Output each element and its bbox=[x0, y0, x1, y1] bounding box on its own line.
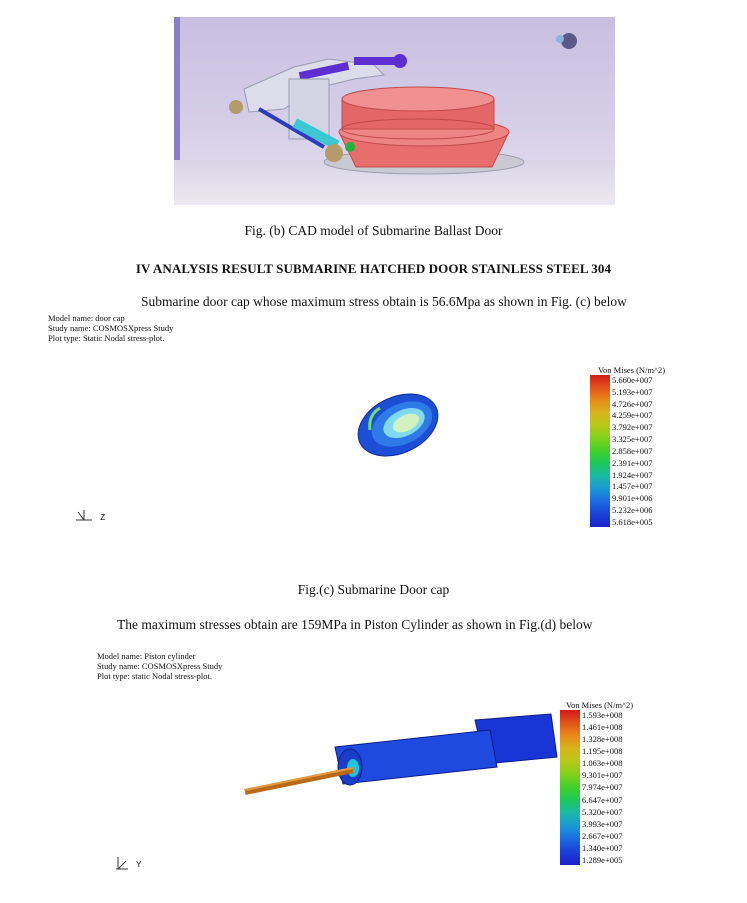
axis-label: Z bbox=[100, 513, 106, 522]
fig-c-legend bbox=[590, 365, 665, 527]
axis-triad-d bbox=[112, 855, 141, 875]
axis-icon bbox=[72, 508, 98, 524]
study-name: Study name: COSMOSXpress Study bbox=[97, 661, 223, 671]
fig-d-meta bbox=[97, 651, 222, 681]
paragraph-piston: The maximum stresses obtain are 159MPa in Piston Cylinder as shown in Fig.(d) below bbox=[117, 617, 593, 632]
legend-value: 1.924e+007 bbox=[612, 469, 653, 480]
cad-model-figure bbox=[174, 17, 615, 205]
door-cap-model bbox=[350, 390, 450, 460]
model-name: Model name: door cap bbox=[48, 313, 125, 323]
legend-value: 4.726e+007 bbox=[612, 398, 653, 409]
section-heading: IV ANALYSIS RESULT SUBMARINE HATCHED DOOR STAINLESS STEEL 304 bbox=[135, 261, 612, 276]
legend-values bbox=[612, 375, 652, 527]
fig-c-caption: Fig.(c) Submarine Door cap bbox=[297, 582, 450, 597]
legend-value: 3.325e+007 bbox=[612, 434, 653, 445]
legend-value: 3.792e+007 bbox=[612, 422, 653, 433]
legend-value: 3.993e+007 bbox=[582, 818, 623, 829]
legend-title: Von Mises (N/m^2) bbox=[598, 365, 666, 375]
legend-value: 1.340e+007 bbox=[582, 842, 623, 853]
plot-type: Plot type: Static Nodal stress-plot. bbox=[48, 333, 165, 343]
axis-icon bbox=[112, 855, 134, 873]
legend-color-bar bbox=[560, 710, 580, 865]
legend-value: 2.858e+007 bbox=[612, 445, 653, 456]
legend-value: 5.232e+006 bbox=[612, 505, 653, 516]
legend-values bbox=[582, 710, 622, 865]
legend-value: 1.461e+008 bbox=[582, 722, 623, 733]
study-name: Study name: COSMOSXpress Study bbox=[48, 323, 174, 333]
legend-value: 1.289e+005 bbox=[582, 854, 623, 865]
fig-c-meta bbox=[48, 313, 173, 343]
legend-value: 1.457e+007 bbox=[612, 481, 653, 492]
legend-value: 9.301e+007 bbox=[582, 770, 623, 781]
legend-value: 6.647e+007 bbox=[582, 794, 623, 805]
legend-title: Von Mises (N/m^2) bbox=[566, 700, 634, 710]
legend-value: 1.195e+008 bbox=[582, 746, 623, 757]
legend-value: 5.193e+007 bbox=[612, 386, 653, 397]
legend-value: 5.320e+007 bbox=[582, 806, 623, 817]
legend-value: 4.259e+007 bbox=[612, 410, 653, 421]
axis-label: Y bbox=[136, 860, 142, 869]
legend-value: 7.974e+007 bbox=[582, 782, 623, 793]
legend-value: 2.391e+007 bbox=[612, 457, 653, 468]
legend-value: 9.901e+006 bbox=[612, 493, 653, 504]
legend-value: 2.667e+007 bbox=[582, 830, 623, 841]
legend-value: 1.593e+008 bbox=[582, 710, 623, 720]
legend-value: 1.328e+008 bbox=[582, 734, 623, 745]
paragraph-door-cap: Submarine door cap whose maximum stress obtain is 56.6Mpa as shown in Fig. (c) below bbox=[141, 294, 627, 309]
legend-value: 5.618e+005 bbox=[612, 516, 653, 527]
axis-triad-c bbox=[72, 508, 105, 526]
legend-value: 1.063e+008 bbox=[582, 758, 623, 769]
legend-value: 5.660e+007 bbox=[612, 375, 653, 385]
legend-color-bar bbox=[590, 375, 610, 527]
model-name: Model name: Piston cylinder bbox=[97, 651, 196, 661]
piston-cylinder-model bbox=[235, 712, 565, 802]
plot-type: Plot type: static Nodal stress-plot. bbox=[97, 671, 212, 681]
fig-b-caption: Fig. (b) CAD model of Submarine Ballast Door bbox=[244, 223, 503, 238]
fig-d-legend bbox=[560, 700, 633, 865]
cad-model-drawing bbox=[174, 17, 615, 205]
